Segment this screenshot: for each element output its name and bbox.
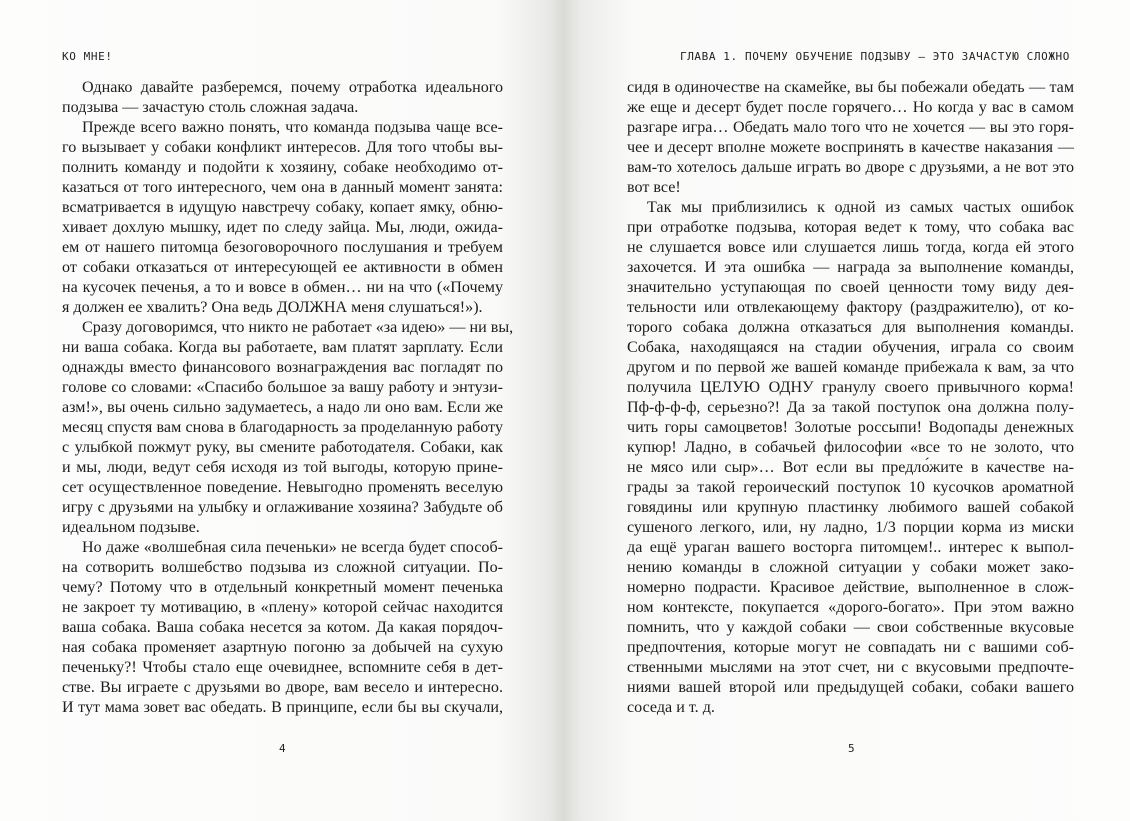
text-line: соседа и т. д. [627,699,715,716]
text-line: от собаки отказаться от интересующей ее активности в обмен [62,259,503,276]
text-line: ном контексте, покупается «дорого-богато». При этом важно [627,599,1074,616]
text-line: на сотворить волшебство подзыва из сложной ситуации. По- [62,559,503,576]
text-line: чить горы самоцветов! Золотые россыпи! Водопады денежных [627,419,1074,436]
text-line: Собака, находящаяся на стадии обучения, играла со своим [627,339,1074,356]
text-line: чему? Потому что в отдельный конкретный момент печенька [62,579,503,596]
body-text-left [62,78,514,718]
text-line: хивает дохлую мышку, идет по следу зайца. Мы, люди, ожида- [62,219,503,236]
text-line: с улыбкой пожмут руку, вы смените работодателя. Собаки, как [62,439,503,456]
text-line: ниями вашей второй или предыдущей собаки, собаки вашего [627,679,1074,696]
page-number-left: 4 [279,742,286,755]
text-line: ваша собака. Ваша собака несется за котом. Да какая порядоч- [62,619,503,636]
text-line: подзыва — зачастую столь сложная задача. [62,99,359,116]
text-line: помнить, что у каждой собаки — свои собственные вкусовые [627,619,1074,636]
text-line: купюр! Ладно, в собачьей философии «все то не золото, что [627,439,1074,456]
text-line: при отработке подзыва, которая ведет к тому, что собака вас [627,219,1074,236]
text-line: сушеного легкого, или, ну ладно, 1/3 порции корма из миски [627,519,1074,536]
text-line: Пф-ф-ф-ф, серьезно?! Да за такой поступок она должна полу- [627,399,1074,416]
text-line: стве. Вы играете с друзьями во дворе, вам весело и интересно. [62,679,503,696]
text-line: казаться от того интересного, чем она в данный момент занята: [62,179,503,196]
text-line: грады за такой героический поступок 10 кусочков ароматной [627,479,1074,496]
text-line: другом и по первой же вашей команде прибежала к вам, за что [627,359,1074,376]
text-line: значительно уступающая по своей ценности тому виду дея- [627,279,1074,296]
text-line: торого собака должна отказаться для выполнения команды. [627,319,1074,336]
text-line: не закроет ту мотивацию, в «плену» которой сейчас находится [62,599,503,616]
text-line: номерно подрасти. Красивое действие, выполненное в слож- [627,579,1074,596]
text-line: да ещё ураган вашего восторга питомцем!.. интерес к выпол- [627,539,1074,556]
text-line: чее и десерт вполне можете воспринять в качестве наказания — [627,139,1074,156]
text-line: ственными мыслями на этот счет, ни с вкусовыми предпочте- [627,659,1074,676]
text-line: вам-то хотелось дальше играть во дворе с друзьями, а не вот это [627,159,1074,176]
text-line: Так мы приблизились к одной из самых частых ошибок [647,199,1074,216]
text-line: Но даже «волшебная сила печеньки» не всегда будет способ- [82,539,503,556]
text-line: азм!», вы очень сильно задумаетесь, а надо ли оно вам. Если же [62,399,503,416]
text-line: всматривается в идущую навстречу собаку, копает ямку, обню- [62,199,503,216]
text-line: тельности или отвлекающему фактору (раздражителю), от ко- [627,299,1074,316]
text-line: Сразу договоримся, что никто не работает «за идею» — ни вы, [82,319,514,336]
text-line: не мясо или сыр»… Вот если вы предло́жите в качестве на- [627,459,1074,476]
text-line: Однако давайте разберемся, почему отработка идеального [82,79,503,96]
text-line: голове со словами: «Спасибо большое за вашу работу и энтузи- [62,379,503,396]
text-line: ни ваша собака. Когда вы работаете, вам платят зарплату. Если [62,339,503,356]
text-line: разгаре игра… Обедать мало того что не хочется — вы это горя- [627,119,1074,136]
text-line: ем от нашего питомца безоговорочного послушания и требуем [62,239,503,256]
text-line: полнить команду и подойти к хозяину, собаке необходимо от- [62,159,503,176]
text-line: предпочтения, которые могут не совпадать ни с вашими соб- [627,639,1074,656]
text-line: не слушается вовсе или слушается лишь тогда, когда ей этого [627,239,1074,256]
text-line: игру с друзьями на улыбку и оглаживание хозяина? Забудьте об [62,499,503,516]
body-text-right [627,78,1074,718]
text-line: же еще и десерт будет после горячего… Но когда у вас в самом [627,99,1074,116]
text-line: Прежде всего важно понять, что команда подзыва чаще все- [82,119,503,136]
text-line: вот все! [627,179,681,196]
text-line: говядины или крупную пластинку любимого вашей собакой [627,499,1074,516]
text-line: на кусочек печенья, а то и вовсе в обмен… ни на что («Почему [62,279,503,296]
text-line: сидя в одиночестве на скамейке, вы бы побежали обедать — там [627,79,1074,96]
running-head-right: ГЛАВА 1. ПОЧЕМУ ОБУЧЕНИЕ ПОДЗЫВУ — ЭТО ЗАЧАСТУЮ СЛОЖНО [679,50,1070,63]
text-line: однажды вместо финансового вознаграждения вас погладят по [62,359,503,376]
text-line: захочется. И эта ошибка — награда за выполнение команды, [627,259,1074,276]
running-head-left: КО МНЕ! [62,50,113,63]
text-line: и мы, люди, ведут себя исходя из той выгоды, которую прине- [62,459,503,476]
text-line: печеньку?! Чтобы стало еще очевиднее, вспомните себя в дет- [62,659,503,676]
right-page [565,0,1130,821]
text-line: И тут мама зовет вас обедать. В принципе, если бы вы скучали, [62,699,503,716]
text-line: нению команды в сложной ситуации у собаки может зако- [627,559,1074,576]
text-line: я должен ее хвалить? Она ведь ДОЛЖНА меня слушаться!»). [62,299,483,316]
text-line: сет осуществленное поведение. Невыгодно променять веселую [62,479,503,496]
text-line: получила ЦЕЛУЮ ОДНУ гранулу своего привычного корма! [627,379,1074,396]
text-line: месяц спустя вам снова в благодарность за проделанную работу [62,419,503,436]
text-line: ная собака променяет азартную погоню за добычей на сухую [62,639,503,656]
text-line: идеальном подзыве. [62,519,200,536]
text-line: го вызывает у собаки конфликт интересов. Для того чтобы вы- [62,139,503,156]
page-number-right: 5 [848,742,855,755]
